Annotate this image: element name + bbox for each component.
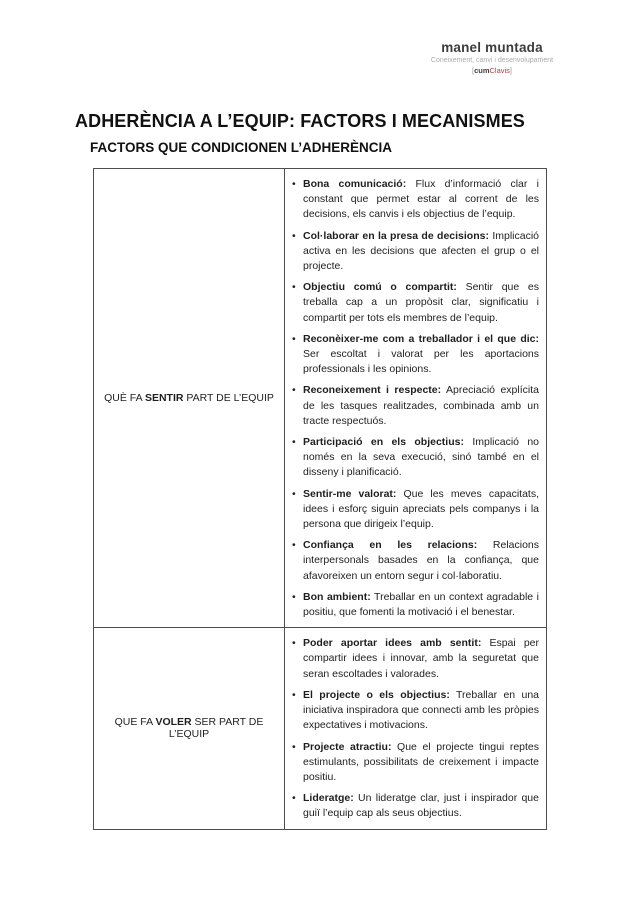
item-term: Bon ambient: bbox=[303, 590, 371, 603]
bullet-icon: • bbox=[292, 688, 296, 701]
item-term: Objectiu comú o compartit: bbox=[303, 281, 457, 294]
item-desc: Que el projecte tingui reptes estimulants, possibilitats de creixement i impacte positiu. bbox=[303, 740, 540, 783]
bullet-icon: • bbox=[292, 332, 296, 345]
row-label-cell bbox=[94, 628, 285, 829]
item-term: Participació en els objectius: bbox=[303, 436, 464, 449]
item-term: Projecte atractiu: bbox=[303, 740, 392, 753]
logo-brand-cum: cum bbox=[474, 66, 490, 75]
item-desc: Que les meves capacitats, idees i esforç siguin apreciats pels companys i la persona que dirigeix l’equip. bbox=[303, 487, 540, 531]
list-item bbox=[291, 332, 539, 378]
list-item bbox=[291, 229, 539, 275]
bullet-icon: • bbox=[292, 539, 296, 552]
item-term: Col·laborar en la presa de decisions: bbox=[303, 229, 489, 242]
item-desc: Sentir que es treballa cap a un propòsit clar, significatiu i compartit per tots els membres de l’equip. bbox=[303, 281, 539, 324]
list-item bbox=[291, 280, 539, 326]
item-term: Bona comunicació: bbox=[303, 178, 407, 190]
row-label-cell bbox=[94, 169, 285, 628]
list-item bbox=[291, 538, 539, 584]
item-desc: Un lideratge clar, just i inspirador que guiï l’equip cap als seus objectius. bbox=[303, 792, 539, 820]
row-content-cell bbox=[285, 169, 547, 628]
item-term: Sentir-me valorat: bbox=[303, 487, 397, 500]
bullet-icon: • bbox=[292, 590, 296, 603]
row-label-pre: QUE FA bbox=[114, 716, 156, 729]
item-desc: Espai per compartir idees i innovar, amb la seguretat que seran escoltades i valorades. bbox=[303, 637, 540, 680]
section-subtitle: FACTORS QUE CONDICIONEN L’ADHERÈNCIA bbox=[90, 140, 393, 155]
item-term: Reconèixer-me com a treballador i el que dic: bbox=[303, 332, 539, 345]
list-item bbox=[291, 177, 539, 223]
item-desc: Ser escoltat i valorat per les aportacions professionals i les opinions. bbox=[303, 348, 539, 376]
item-term: Poder aportar idees amb sentit: bbox=[303, 637, 482, 650]
row-label-post: SER PART DE L’EQUIP bbox=[168, 716, 264, 741]
item-term: Confiança en les relacions: bbox=[303, 539, 478, 552]
item-desc: Flux d’informació clar i constant que permet estar al corrent de les decisions, els canvis i els objectius de l’equip. bbox=[303, 178, 539, 221]
list-item bbox=[291, 688, 539, 734]
logo bbox=[430, 40, 554, 75]
list-item bbox=[291, 435, 539, 481]
bullet-icon: • bbox=[292, 740, 296, 753]
item-desc: Treballar en una iniciativa inspiradora que connecti amb les pròpies expectatives i motivacions. bbox=[303, 688, 540, 732]
table-row bbox=[94, 169, 547, 628]
row-label-post: PART DE L’EQUIP bbox=[183, 392, 274, 405]
logo-bracket-close: ] bbox=[509, 66, 513, 75]
logo-brand-clavis: Clavis bbox=[489, 66, 510, 75]
item-desc: Apreciació explícita de les tasques realitzades, combinada amb un tracte respectuós. bbox=[303, 384, 539, 427]
item-desc: Treballar en un context agradable i positiu, que fomenti la motivació i el benestar. bbox=[303, 590, 539, 619]
logo-name: manel muntada bbox=[441, 40, 543, 55]
list-item bbox=[291, 487, 539, 533]
row-label-pre: QUÈ FA bbox=[104, 392, 145, 405]
list-item bbox=[291, 740, 539, 786]
bullet-icon: • bbox=[292, 637, 296, 650]
item-term: Lideratge: bbox=[303, 792, 354, 805]
bullet-icon: • bbox=[292, 229, 296, 242]
logo-brand bbox=[430, 66, 554, 75]
item-term: El projecte o els objectius: bbox=[303, 688, 450, 701]
row-label-bold: VOLER bbox=[155, 716, 192, 729]
bullet-icon: • bbox=[292, 281, 296, 294]
logo-tagline: Coneixement, canvi i desenvolupament bbox=[430, 57, 554, 64]
bullet-icon: • bbox=[292, 792, 296, 805]
row-content-cell bbox=[285, 628, 547, 829]
factors-table bbox=[93, 168, 547, 830]
logo-bracket-open: [ bbox=[471, 66, 475, 75]
item-desc: Implicació no només en la seva execució, sinó també en el disseny i planificació. bbox=[303, 436, 540, 479]
bullet-icon: • bbox=[292, 487, 296, 500]
list-item bbox=[291, 383, 539, 429]
list-item bbox=[291, 791, 539, 821]
list-item bbox=[291, 590, 539, 620]
bullet-icon: • bbox=[292, 384, 296, 397]
item-desc: Relacions interpersonals basades en la confiança, que afavoreixen un entorn segur i col·laboratiu. bbox=[303, 539, 539, 582]
list-item bbox=[291, 636, 539, 682]
row-label-bold: SENTIR bbox=[144, 392, 184, 405]
item-term: Reconeixement i respecte: bbox=[303, 384, 442, 397]
item-desc: Implicació activa en les decisions que afecten el grup o el projecte. bbox=[303, 229, 540, 273]
bullet-icon: • bbox=[292, 436, 296, 449]
page-title: ADHERÈNCIA A L’EQUIP: FACTORS I MECANISMES bbox=[75, 111, 525, 131]
table-row bbox=[94, 628, 547, 829]
bullet-icon: • bbox=[292, 178, 296, 190]
